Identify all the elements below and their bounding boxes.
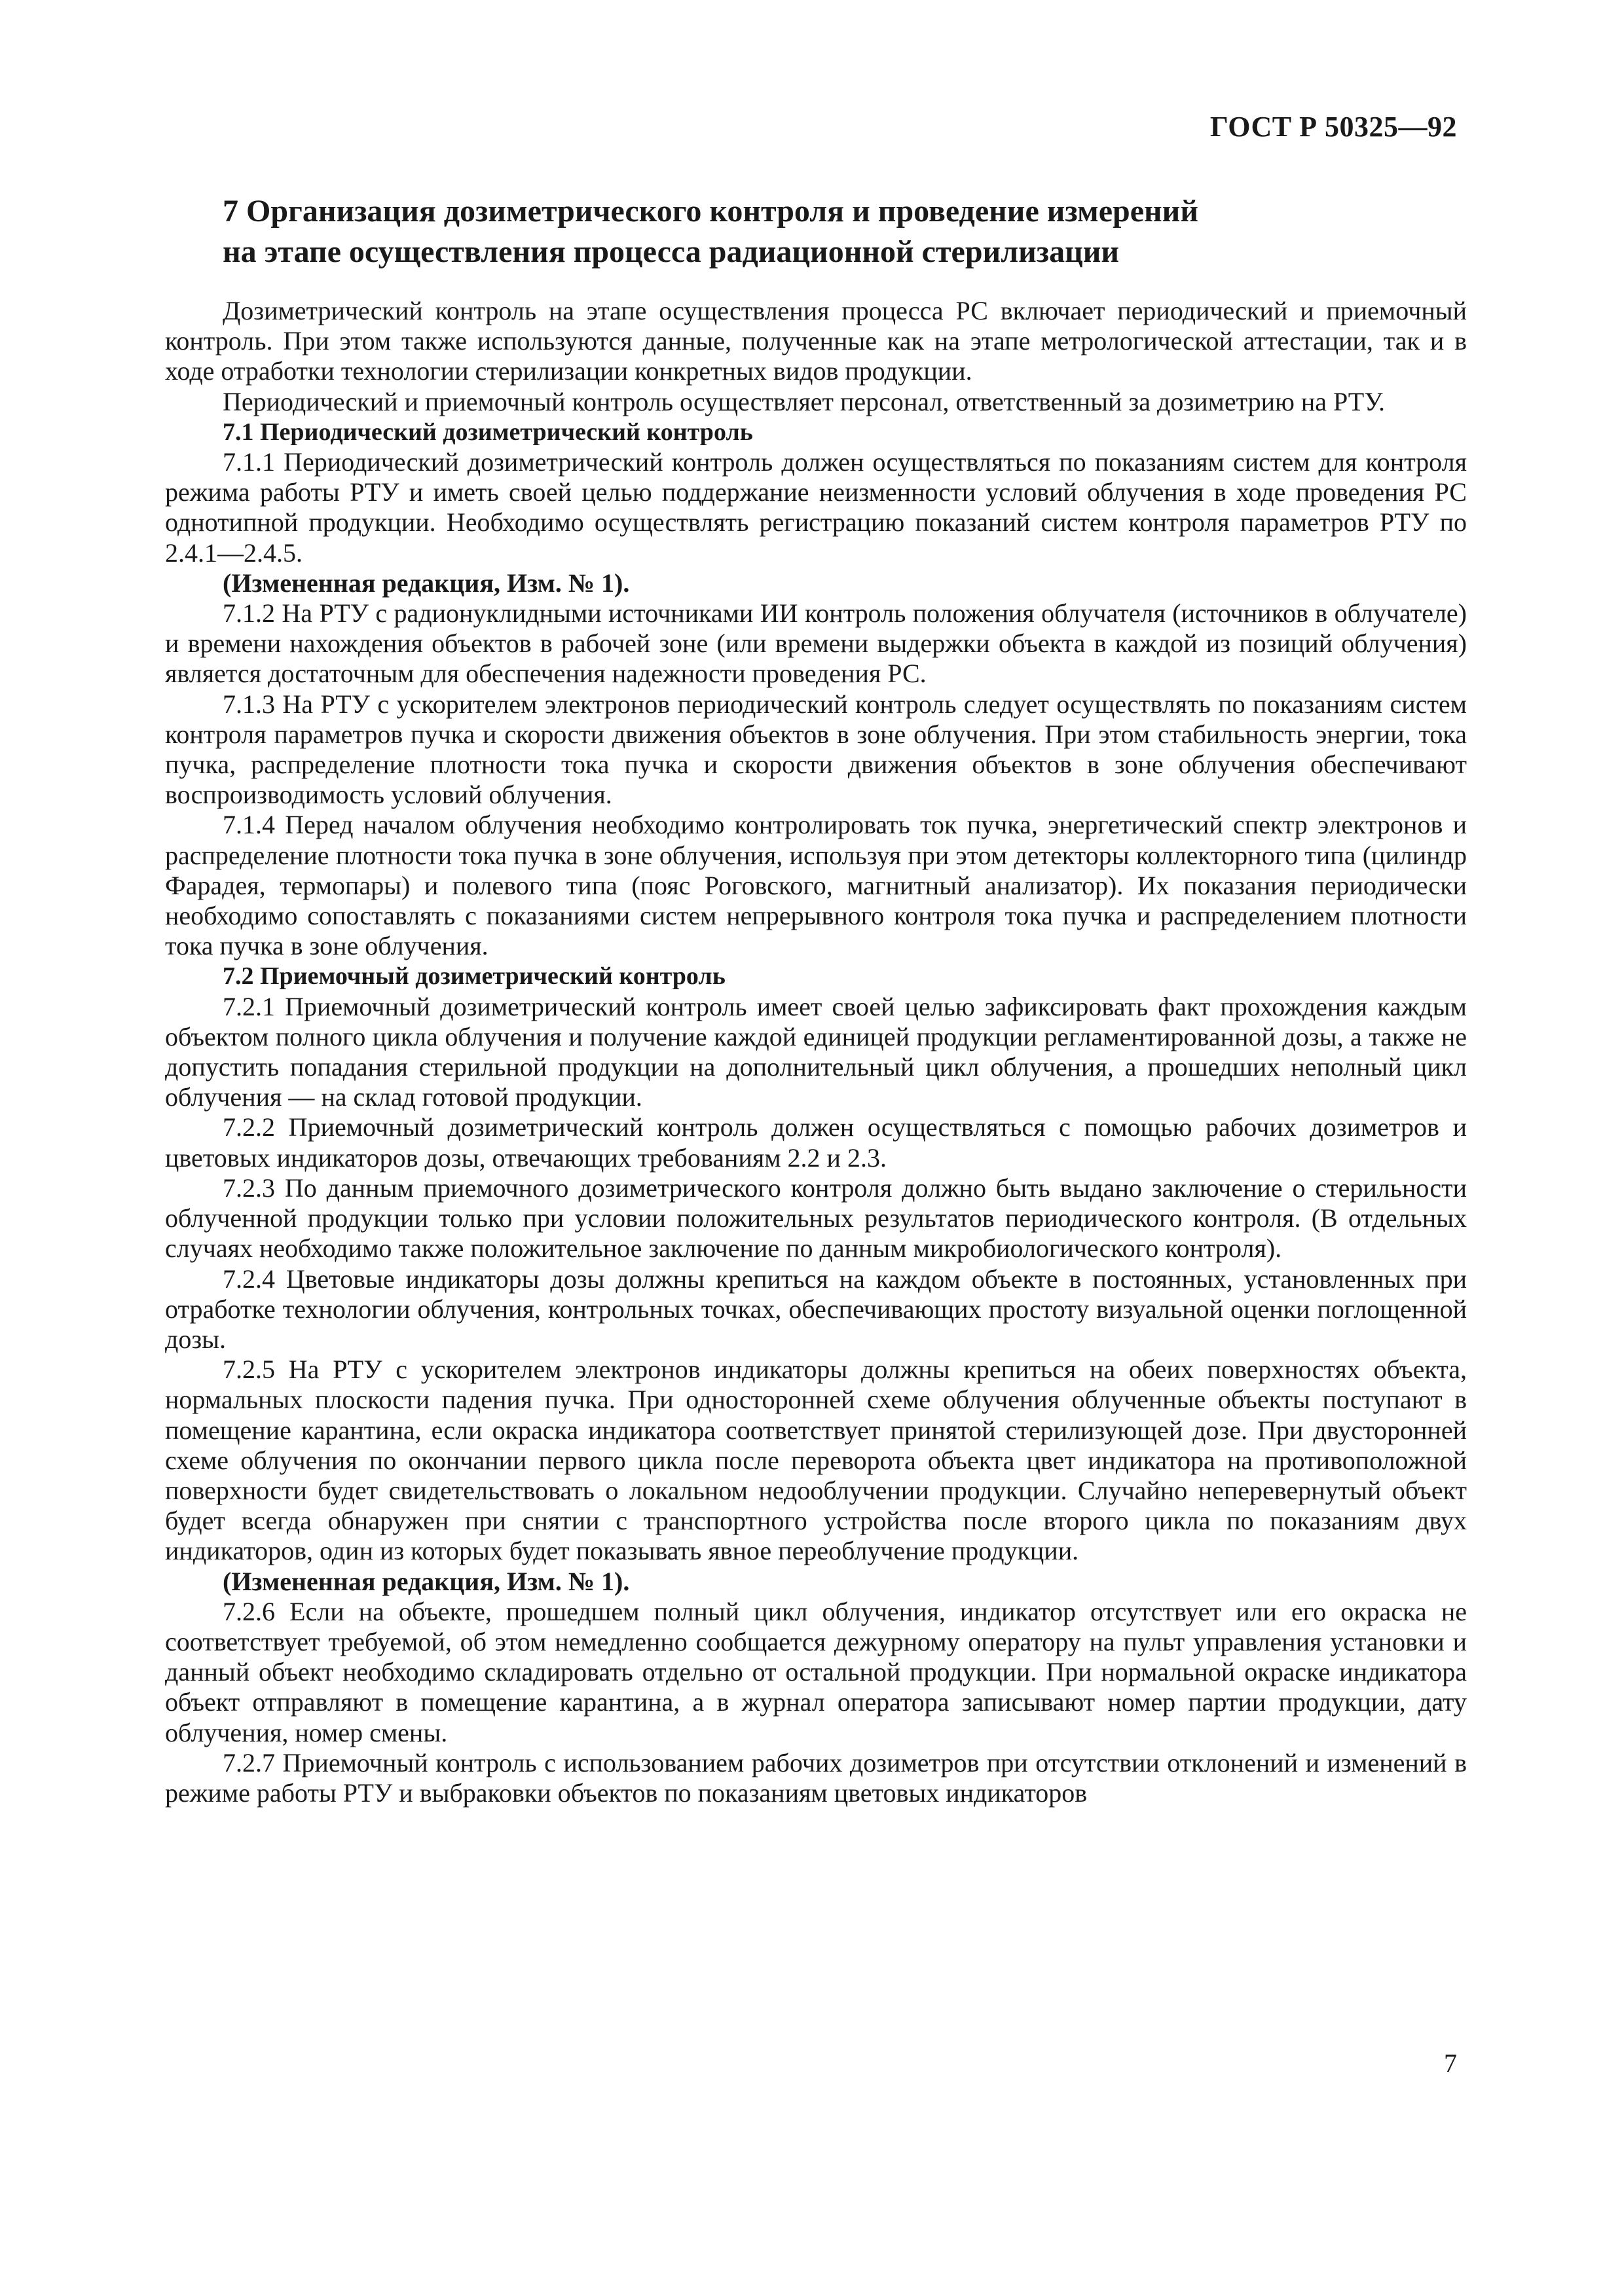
- paragraph-7-2-4: 7.2.4 Цветовые индикаторы дозы должны крепиться на каждом объекте в постоянных, установленных при отработке технологии облучения, контрольных точках, обеспечивающих простоту визуальной оценки поглощенной дозы.: [165, 1264, 1467, 1354]
- subsection-heading-7-2: 7.2 Приемочный дозиметрический контроль: [223, 962, 726, 991]
- revision-note: (Измененная редакция, Изм. № 1).: [223, 1566, 630, 1596]
- paragraph-intro-2: Периодический и приемочный контроль осуществляет персонал, ответственный за дозиметрию на РТУ.: [223, 386, 1385, 416]
- page-number: 7: [1444, 2049, 1457, 2078]
- paragraph-7-2-5: 7.2.5 На РТУ с ускорителем электронов индикаторы должны крепиться на обеих поверхностях объекта, нормальных плоскости падения пучка. При односторонней схеме облучения облученные объекты поступают в помещение карантина, если окраска индикатора соответствует принятой стерилизующей дозе. При двусторонней схеме облучения по окончании первого цикла после переворота объекта цвет индикатора на противоположной поверхности будет свидетельствовать о локальном недооблучении продукции. Случайно неперевернутый объект будет всегда обнаружен при снятии с транспортного устройства после второго цикла по показаниям двух индикаторов, один из которых будет показывать явное переоблучение продукции.: [165, 1355, 1467, 1566]
- paragraph-7-1-2: 7.1.2 На РТУ с радионуклидными источниками ИИ контроль положения облучателя (источников в облучателе) и времени нахождения объектов в рабочей зоне (или времени выдержки объекта в каждой из позиций облучения) является достаточным для обеспечения надежности проведения РС.: [165, 598, 1467, 689]
- subsection-heading-7-1: 7.1 Периодический дозиметрический контроль: [223, 418, 753, 446]
- paragraph-7-2-1: 7.2.1 Приемочный дозиметрический контроль имеет своей целью зафиксировать факт прохождения каждым объектом полного цикла облучения и получение каждой единицей продукции регламентированной дозы, а также не допустить попадания стерильной продукции на дополнительный цикл облучения, а прошедших неполный цикл облучения — на склад готовой продукции.: [165, 991, 1467, 1112]
- section-title: [223, 191, 1467, 272]
- paragraph-7-1-3: 7.1.3 На РТУ с ускорителем электронов периодический контроль следует осуществлять по показаниям систем контроля параметров пучка и скорости движения объектов в зоне облучения. При этом стабильность энергии, тока пучка, распределение плотности тока пучка и скорости движения объектов в зоне облучения обеспечивают воспроизводимость условий облучения.: [165, 689, 1467, 810]
- paragraph-7-2-2: 7.2.2 Приемочный дозиметрический контроль должен осуществляться с помощью рабочих дозиметров и цветовых индикаторов дозы, отвечающих требованиям 2.2 и 2.3.: [165, 1112, 1467, 1173]
- paragraph-intro-1: Дозиметрический контроль на этапе осуществления процесса РС включает периодический и приемочный контроль. При этом также используются данные, полученные как на этапе метрологической аттестации, так и в ходе отработки технологии стерилизации конкретных видов продукции.: [165, 296, 1467, 386]
- section-title-line-1: 7 Организация дозиметрического контроля и проведение измерений: [223, 194, 1198, 228]
- document-code: ГОСТ Р 50325—92: [1209, 111, 1457, 143]
- revision-note: (Измененная редакция, Изм. № 1).: [223, 568, 630, 598]
- paragraph-7-2-7: 7.2.7 Приемочный контроль с использованием рабочих дозиметров при отсутствии отклонений и изменений в режиме работы РТУ и выбраковки объектов по показаниям цветовых индикаторов: [165, 1747, 1467, 1808]
- section-title-line-2: на этапе осуществления процесса радиационной стерилизации: [223, 234, 1120, 269]
- paragraph-7-2-6: 7.2.6 Если на объекте, прошедшем полный цикл облучения, индикатор отсутствует или его окраска не соответствует требуемой, об этом немедленно сообщается дежурному оператору на пульт управления установки и данный объект необходимо складировать отдельно от остальной продукции. При нормальной окраске индикатора объект отправляют в помещение карантина, а в журнал оператора записывают номер партии продукции, дату облучения, номер смены.: [165, 1596, 1467, 1747]
- paragraph-7-1-4: 7.1.4 Перед началом облучения необходимо контролировать ток пучка, энергетический спектр электронов и распределение плотности тока пучка в зоне облучения, используя при этом детекторы коллекторного типа (цилиндр Фарадея, термопары) и полевого типа (пояс Роговского, магнитный анализатор). Их показания периодически необходимо сопоставлять с показаниями систем непрерывного контроля тока пучка и распределением плотности тока пучка в зоне облучения.: [165, 810, 1467, 961]
- paragraph-7-2-3: 7.2.3 По данным приемочного дозиметрического контроля должно быть выдано заключение о стерильности облученной продукции только при условии положительных результатов периодического контроля. (В отдельных случаях необходимо также положительное заключение по данным микробиологического контроля).: [165, 1173, 1467, 1264]
- document-body: [165, 296, 1467, 1808]
- paragraph-7-1-1: 7.1.1 Периодический дозиметрический контроль должен осуществляться по показаниям систем для контроля режима работы РТУ и иметь своей целью поддержание неизменности условий облучения в ходе проведения РС однотипной продукции. Необходимо осуществлять регистрацию показаний систем контроля параметров РТУ по 2.4.1—2.4.5.: [165, 447, 1467, 568]
